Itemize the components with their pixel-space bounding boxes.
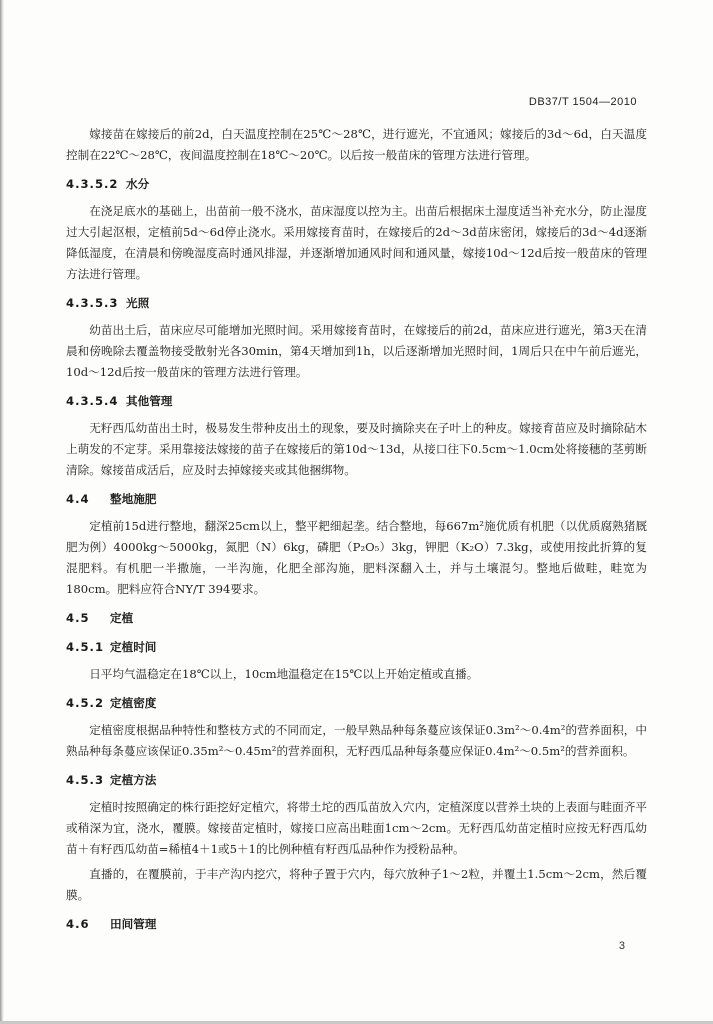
section-title: 定植 [110,611,134,625]
section-number: 4.5.2 [66,696,105,710]
section-heading [66,174,647,195]
page-number: 3 [618,940,625,952]
paragraph: 定植前15d进行整地，翻深25cm以上，整平耙细起垄。结合整地，每667m²施优质有机肥（以优质腐熟猪厩肥为例）4000kg～5000kg，氮肥（N）6kg，磷肥（P₂O₅）3kg，钾肥（K₂O）7.3kg，或使用按此折算的复混肥料。有机肥一半撒施，一半沟施，化肥全部沟施，肥料深翻入土，并与土壤混匀。整地后做畦，畦宽为180cm。肥料应符合NY/T 394要求。 [66,519,647,596]
section-number: 4.3.5.3 [66,296,119,310]
section-number: 4.3.5.2 [66,177,119,191]
paragraph: 无籽西瓜幼苗出土时，极易发生带种皮出土的现象，要及时摘除夹在子叶上的种皮。嫁接育苗应及时摘除砧木上萌发的不定芽。采用靠接法嫁接的苗子在嫁接后的第10d～13d，从接口往下0.5cm～1.0cm处将接穗的茎剪断清除。嫁接苗成活后，应及时去掉嫁接夹或其他捆绑物。 [66,421,647,477]
section-number: 4.6 [66,917,90,931]
standard-number-header: DB37/T 1504—2010 [528,96,637,108]
section-number: 4.5 [66,611,90,625]
section-heading [66,293,647,314]
section-title: 其他管理 [126,394,173,408]
paragraph: 定植时按照确定的株行距挖好定植穴，将带土坨的西瓜苗放入穴内，定植深度以营养土块的上表面与畦面齐平或稍深为宜，浇水，覆膜。嫁接苗定植时，嫁接口应高出畦面1cm～2cm。无籽西瓜幼苗定植时应按无籽西瓜幼苗＋有籽西瓜幼苗=稀植4＋1或5＋1的比例种植有籽西瓜品种作为授粉品种。 [66,800,647,856]
paragraph: 嫁接苗在嫁接后的前2d，白天温度控制在25℃～28℃，进行遮光，不宜通风；嫁接后的3d～6d，白天温度控制在22℃～28℃，夜间温度控制在18℃～20℃。以后按一般苗床的管理方法进行管理。 [66,127,647,162]
section-heading [66,608,647,629]
document-body [66,124,647,941]
scan-edge-shadow [0,0,4,1024]
paragraph: 日平均气温稳定在18℃以上，10cm地温稳定在15℃以上开始定植或直播。 [89,667,479,681]
paragraph: 定植密度根据品种特性和整枝方式的不同而定，一般早熟品种每条蔓应该保证0.3m²～0.4m²的营养面积，中熟品种每条蔓应该保证0.35m²～0.45m²的营养面积，无籽西瓜品种每条蔓应保证0.4m²～0.5m²的营养面积。 [66,723,647,758]
section-title: 定植时间 [110,640,157,654]
section-number: 4.3.5.4 [66,394,119,408]
section-title: 光照 [126,296,150,310]
paragraph: 直播的，在覆膜前，于丰产沟内挖穴，将种子置于穴内，每穴放种子1～2粒，并覆土1.5cm～2cm，然后覆膜。 [66,867,647,902]
section-heading [66,489,647,510]
section-number: 4.4 [66,492,90,506]
section-heading [66,914,647,935]
section-heading [66,693,647,714]
section-heading [66,637,647,658]
paragraph: 在浇足底水的基础上，出苗前一般不浇水，苗床湿度以控为主。出苗后根据床土湿度适当补充水分，防止湿度过大引起沤根，定植前5d～6d停止浇水。采用嫁接育苗时，在嫁接后的2d～3d苗床密闭，嫁接后的3d～4d逐渐降低湿度，在清晨和傍晚湿度高时通风排湿，并逐渐增加通风时间和通风量，嫁接10d～12d后按一般苗床的管理方法进行管理。 [66,204,647,281]
paragraph: 幼苗出土后，苗床应尽可能增加光照时间。采用嫁接育苗时，在嫁接后的前2d，苗床应进行遮光，第3天在清晨和傍晚除去覆盖物接受散射光各30min，第4天增加到1h，以后逐渐增加光照时间，1周后只在中午前后遮光，10d～12d后按一般苗床的管理方法进行管理。 [66,323,647,379]
section-title: 定植密度 [110,696,157,710]
section-heading [66,391,647,412]
section-number: 4.5.3 [66,773,105,787]
section-heading [66,770,647,791]
section-number: 4.5.1 [66,640,105,654]
section-title: 整地施肥 [110,492,157,506]
section-title: 定植方法 [110,773,157,787]
section-title: 田间管理 [110,917,157,931]
section-title: 水分 [126,177,150,191]
